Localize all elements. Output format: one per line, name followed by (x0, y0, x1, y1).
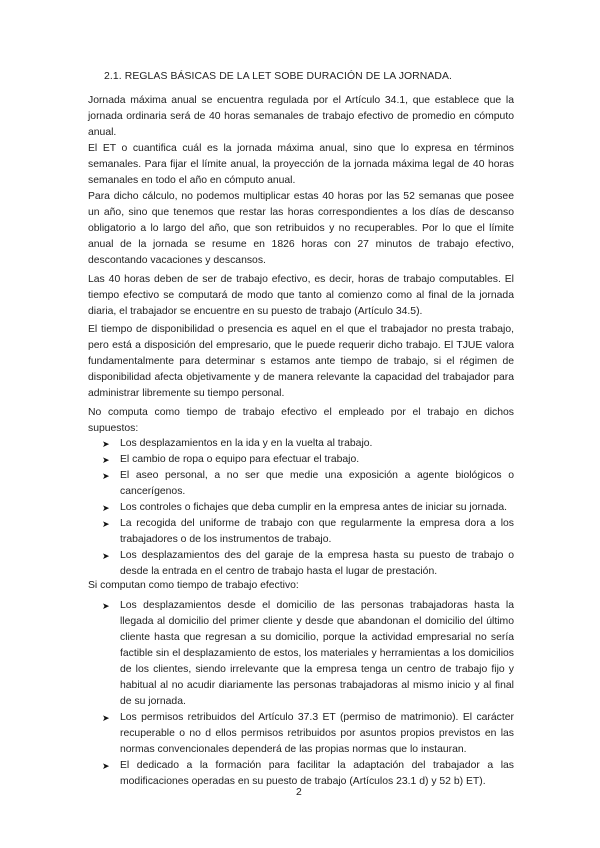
arrow-bullet-icon: ➤ (102, 471, 110, 481)
arrow-bullet-icon: ➤ (102, 601, 110, 611)
list-item: ➤ Los desplazamientos en la ida y en la vuelta al trabajo. (120, 436, 514, 452)
list-item: ➤ El aseo personal, a no ser que medie una exposición a agente biológicos o cancerígenos. (102, 470, 514, 497)
paragraph-disponibilidad: El tiempo de disponibilidad o presencia es aquel en el que el trabajador no presta trabajo, pero está a disposición del empresario, que le puede requerir dicho trabajo. El TJUE valora fundamentalmente para determinar s estamos ante tiempo de trabajo, si el régimen de disponibilidad afecta objetivamente y de manera relevante la capacidad del trabajador para administrar libremente su tiempo personal. (88, 324, 514, 399)
list-item: ➤ El cambio de ropa o equipo para efectuar el trabajo. (120, 452, 514, 468)
list-item: ➤ Los desplazamientos desde el domicilio de las personas trabajadoras hasta la llegada al domicilio del primer cliente y desde que abandonan el domicilio del último cliente hasta que regresan a su domicilio, porque la actividad empresarial no sería factible sin el desplazamiento de estos, los materiales y herramientas a los domicilios de los clientes, siendo irrelevante que la empresa tenga un centro de trabajo fijo y habitual al no acudir diariamente las personas trabajadoras al mismo inicio y al final de su jornada. (102, 600, 514, 707)
paragraph-et-cuantifica: El ET o cuantifica cuál es la jornada máxima anual, sino que lo expresa en términos semanales. Para fijar el límite anual, la proyección de la jornada máxima legal de 40 horas semanales en todo el año en cómputo anual. (88, 143, 514, 186)
list-item: ➤ Los controles o fichajes que deba cumplir en la empresa antes de iniciar su jornada. (120, 500, 514, 516)
list-item: ➤ El dedicado a la formación para facilitar la adaptación del trabajador a las modificaciones operadas en su puesto de trabajo (Artículos 23.1 d) y 52 b) ET). (102, 760, 514, 787)
paragraph-si-computan: Si computan como tiempo de trabajo efectivo: (88, 580, 299, 591)
list-no-computa (102, 436, 514, 580)
arrow-bullet-icon: ➤ (102, 455, 110, 465)
arrow-bullet-icon: ➤ (102, 439, 110, 449)
page-number: 2 (296, 787, 302, 798)
arrow-bullet-icon: ➤ (102, 519, 110, 529)
paragraph-calculo: Para dicho cálculo, no podemos multiplicar estas 40 horas por las 52 semanas que posee un año, sino que tenemos que restar las horas correspondientes a los días de descanso obligatorio a lo largo del año, que son retribuidos y no recuperables. Por lo que el límite anual de la jornada se resume en 1826 horas con 27 minutos de trabajo efectivo, descontando vacaciones y descansos. (88, 191, 514, 266)
arrow-bullet-icon: ➤ (102, 551, 110, 561)
list-item: ➤ Los desplazamientos des del garaje de la empresa hasta su puesto de trabajo o desde la entrada en el centro de trabajo hasta el lugar de prestación. (102, 550, 514, 577)
paragraph-no-computa: No computa como tiempo de trabajo efectivo el empleado por el trabajo en dichos supuestos: (88, 407, 514, 434)
paragraph-jornada-maxima: Jornada máxima anual se encuentra regulada por el Artículo 34.1, que establece que la jornada ordinaria será de 40 horas semanales de trabajo efectivo de promedio en cómputo anual. (88, 95, 514, 138)
arrow-bullet-icon: ➤ (102, 713, 110, 723)
list-item: ➤ Los permisos retribuidos del Artículo 37.3 ET (permiso de matrimonio). El carácter recuperable o no d ellos permisos retribuidos por asuntos propios previstos en las normas convencionales dependerá de las propias normas que lo instauran. (102, 712, 514, 755)
list-si-computan (102, 598, 514, 790)
arrow-bullet-icon: ➤ (102, 761, 110, 771)
section-heading: 2.1. REGLAS BÁSICAS DE LA LET SOBE DURACIÓN DE LA JORNADA. (104, 71, 453, 82)
list-item: ➤ La recogida del uniforme de trabajo con que regularmente la empresa dora a los trabajadores o de los instrumentos de trabajo. (102, 518, 514, 545)
arrow-bullet-icon: ➤ (102, 503, 110, 513)
paragraph-40-horas: Las 40 horas deben de ser de trabajo efectivo, es decir, horas de trabajo computables. El tiempo efectivo se computará de modo que tanto al comienzo como al final de la jornada diaria, el trabajador se encuentre en su puesto de trabajo (Artículo 34.5). (88, 274, 514, 317)
